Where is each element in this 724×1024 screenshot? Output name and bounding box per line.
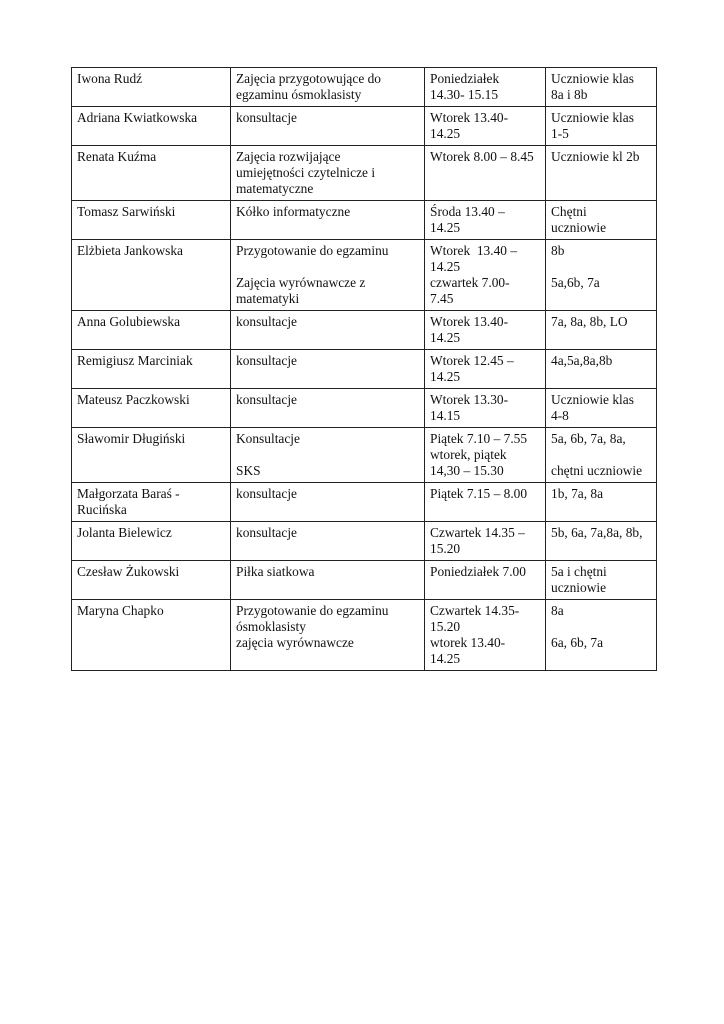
group-text: 8a i 8b	[551, 87, 588, 102]
time-text: 14,30 – 15.30	[430, 463, 504, 478]
teacher-cell	[72, 240, 231, 311]
time-text: Wtorek 13.40 –	[430, 243, 518, 258]
group-cell	[546, 561, 657, 600]
group-text: Uczniowie kl 2b	[551, 149, 640, 164]
activity-text: Przygotowanie do egzaminu	[236, 603, 389, 618]
group-text: 1-5	[551, 126, 569, 141]
activity-text: matematyki	[236, 291, 300, 306]
teacher-cell	[72, 350, 231, 389]
group-cell	[546, 146, 657, 201]
activity-cell	[231, 389, 425, 428]
group-text: Chętni	[551, 204, 587, 219]
group-cell	[546, 483, 657, 522]
group-text: uczniowie	[551, 220, 607, 235]
time-text: Piątek 7.15 – 8.00	[430, 486, 528, 501]
activity-text: Zajęcia wyrównawcze z	[236, 275, 366, 290]
time-cell	[425, 107, 546, 146]
teacher-cell	[72, 68, 231, 107]
time-text: Czwartek 14.35-	[430, 603, 520, 618]
activity-cell	[231, 522, 425, 561]
activity-text: SKS	[236, 463, 261, 478]
teacher-text: Jolanta Bielewicz	[77, 525, 172, 540]
time-text: wtorek 13.40-	[430, 635, 506, 650]
table-row	[72, 107, 657, 146]
table-row	[72, 146, 657, 201]
time-cell	[425, 350, 546, 389]
group-text: Uczniowie klas	[551, 71, 634, 86]
time-text: Czwartek 14.35 –	[430, 525, 525, 540]
activity-text: Zajęcia przygotowujące do	[236, 71, 381, 86]
group-cell	[546, 389, 657, 428]
group-cell	[546, 68, 657, 107]
time-text: czwartek 7.00-	[430, 275, 510, 290]
table-row	[72, 600, 657, 671]
teacher-cell	[72, 522, 231, 561]
activity-text: konsultacje	[236, 314, 297, 329]
teacher-cell	[72, 483, 231, 522]
time-cell	[425, 561, 546, 600]
blank-line	[551, 619, 652, 635]
table-row	[72, 483, 657, 522]
table-row	[72, 522, 657, 561]
teacher-text: Rucińska	[77, 502, 127, 517]
time-text: 7.45	[430, 291, 454, 306]
teacher-cell	[72, 561, 231, 600]
activity-text: egzaminu ósmoklasisty	[236, 87, 362, 102]
group-cell	[546, 107, 657, 146]
time-cell	[425, 311, 546, 350]
group-cell	[546, 201, 657, 240]
time-text: 15.20	[430, 541, 461, 556]
group-text: 5a i chętni	[551, 564, 607, 579]
teacher-text: Maryna Chapko	[77, 603, 164, 618]
activity-text: konsultacje	[236, 486, 297, 501]
time-cell	[425, 146, 546, 201]
activity-text: matematyczne	[236, 181, 314, 196]
group-cell	[546, 240, 657, 311]
time-text: Piątek 7.10 – 7.55	[430, 431, 528, 446]
teacher-cell	[72, 311, 231, 350]
time-cell	[425, 68, 546, 107]
group-cell	[546, 428, 657, 483]
table-row	[72, 428, 657, 483]
time-text: 14.25	[430, 126, 461, 141]
activity-text: konsultacje	[236, 392, 297, 407]
table-row	[72, 201, 657, 240]
activity-text: konsultacje	[236, 110, 297, 125]
time-text: wtorek, piątek	[430, 447, 507, 462]
group-text: Uczniowie klas	[551, 392, 634, 407]
activity-cell	[231, 311, 425, 350]
activity-cell	[231, 240, 425, 311]
teacher-text: Remigiusz Marciniak	[77, 353, 193, 368]
group-text: 4-8	[551, 408, 569, 423]
teacher-text: Iwona Rudź	[77, 71, 143, 86]
time-text: 14.25	[430, 259, 461, 274]
time-text: 14.25	[430, 330, 461, 345]
time-text: 14.25	[430, 369, 461, 384]
activity-text: konsultacje	[236, 353, 297, 368]
group-cell	[546, 522, 657, 561]
time-text: 15.20	[430, 619, 461, 634]
teacher-text: Elżbieta Jankowska	[77, 243, 183, 258]
time-text: Wtorek 13.30-	[430, 392, 509, 407]
teacher-text: Tomasz Sarwiński	[77, 204, 176, 219]
teacher-text: Adriana Kwiatkowska	[77, 110, 198, 125]
table-row	[72, 561, 657, 600]
group-text: 4a,5a,8a,8b	[551, 353, 613, 368]
time-cell	[425, 600, 546, 671]
time-text: Wtorek 8.00 – 8.45	[430, 149, 534, 164]
group-text: 1b, 7a, 8a	[551, 486, 604, 501]
teacher-text: Małgorzata Baraś -	[77, 486, 180, 501]
activity-text: Piłka siatkowa	[236, 564, 315, 579]
group-text: uczniowie	[551, 580, 607, 595]
time-text: Poniedziałek 7.00	[430, 564, 526, 579]
activity-cell	[231, 600, 425, 671]
group-cell	[546, 311, 657, 350]
activity-text: Przygotowanie do egzaminu	[236, 243, 389, 258]
teacher-text: Renata Kuźma	[77, 149, 157, 164]
table-row	[72, 350, 657, 389]
teacher-cell	[72, 389, 231, 428]
activity-cell	[231, 561, 425, 600]
group-text: 7a, 8a, 8b, LO	[551, 314, 628, 329]
time-text: Wtorek 13.40-	[430, 314, 509, 329]
activity-text: konsultacje	[236, 525, 297, 540]
group-cell	[546, 350, 657, 389]
activity-cell	[231, 428, 425, 483]
time-cell	[425, 483, 546, 522]
group-text: chętni uczniowie	[551, 463, 643, 478]
activity-text: Zajęcia rozwijające	[236, 149, 341, 164]
activity-text: umiejętności czytelnicze i	[236, 165, 376, 180]
table-row	[72, 68, 657, 107]
activity-cell	[231, 201, 425, 240]
time-text: Wtorek 12.45 –	[430, 353, 514, 368]
group-text: 5a,6b, 7a	[551, 275, 600, 290]
table-row	[72, 311, 657, 350]
group-text: 5b, 6a, 7a,8a, 8b,	[551, 525, 643, 540]
teacher-text: Mateusz Paczkowski	[77, 392, 190, 407]
teacher-cell	[72, 146, 231, 201]
activity-cell	[231, 68, 425, 107]
teacher-text: Czesław Żukowski	[77, 564, 180, 579]
time-text: 14.15	[430, 408, 461, 423]
activity-cell	[231, 483, 425, 522]
group-text: 8b	[551, 243, 565, 258]
group-text: 8a	[551, 603, 564, 618]
teacher-text: Sławomir Długiński	[77, 431, 186, 446]
teacher-cell	[72, 107, 231, 146]
blank-line	[551, 447, 652, 463]
group-text: 6a, 6b, 7a	[551, 635, 604, 650]
blank-line	[236, 259, 420, 275]
time-text: 14.30- 15.15	[430, 87, 499, 102]
time-text: Środa 13.40 –	[430, 204, 505, 219]
teacher-cell	[72, 428, 231, 483]
blank-line	[551, 259, 652, 275]
group-cell	[546, 600, 657, 671]
teacher-text: Anna Golubiewska	[77, 314, 181, 329]
activity-text: Konsultacje	[236, 431, 300, 446]
time-cell	[425, 389, 546, 428]
schedule-body	[72, 68, 657, 671]
teacher-cell	[72, 600, 231, 671]
time-cell	[425, 522, 546, 561]
table-row	[72, 389, 657, 428]
time-text: 14.25	[430, 651, 461, 666]
activity-text: ósmoklasisty	[236, 619, 306, 634]
time-text: Wtorek 13.40-	[430, 110, 509, 125]
blank-line	[236, 447, 420, 463]
time-cell	[425, 201, 546, 240]
teacher-cell	[72, 201, 231, 240]
time-text: 14.25	[430, 220, 461, 235]
schedule-table	[71, 67, 657, 671]
time-cell	[425, 240, 546, 311]
time-text: Poniedziałek	[430, 71, 500, 86]
table-row	[72, 240, 657, 311]
time-cell	[425, 428, 546, 483]
group-text: 5a, 6b, 7a, 8a,	[551, 431, 626, 446]
activity-text: zajęcia wyrównawcze	[236, 635, 354, 650]
activity-text: Kółko informatyczne	[236, 204, 351, 219]
activity-cell	[231, 146, 425, 201]
group-text: Uczniowie klas	[551, 110, 634, 125]
activity-cell	[231, 350, 425, 389]
activity-cell	[231, 107, 425, 146]
